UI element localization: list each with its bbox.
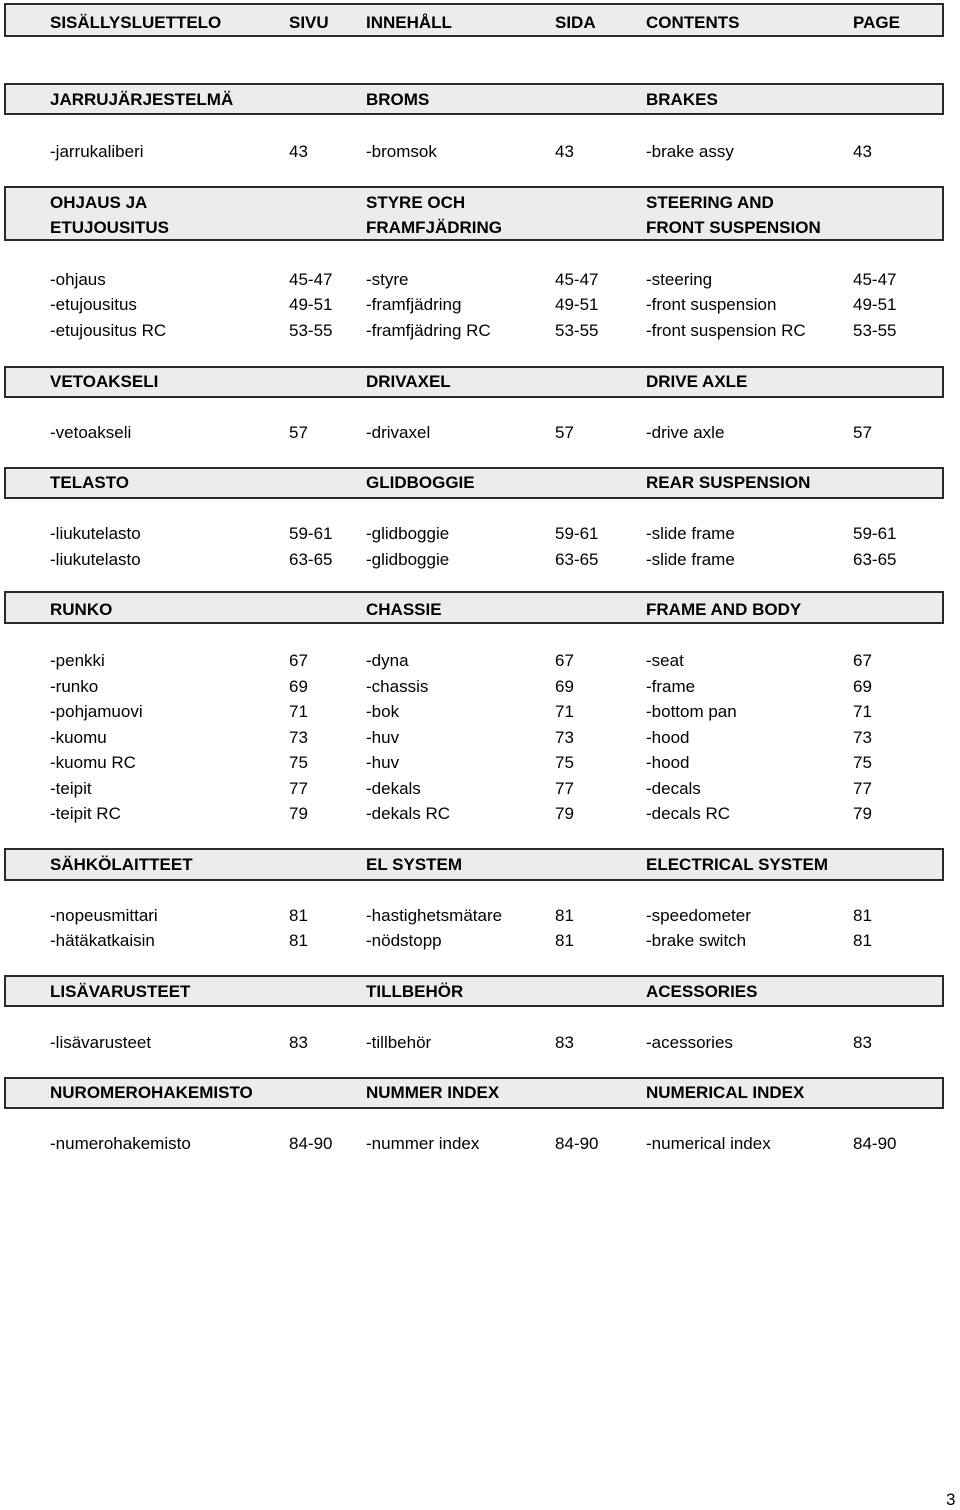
entry-sv: -drivaxel [366,423,431,442]
entry-fi: -kuomu [50,728,107,747]
entry-fi: -hätäkatkaisin [50,931,155,950]
entry-sv-page: 69 [555,677,574,696]
entry-fi-page: 63-65 [289,550,333,569]
section-title-en: BRAKES [646,90,718,109]
entry-sv: -dekals [366,779,421,798]
section-title-sv: NUMMER INDEX [366,1083,500,1102]
header-fi-page: SIVU [289,13,329,32]
header-sv: INNEHÅLL [366,13,452,32]
entry-en-page: 67 [853,651,872,670]
entry-fi: -numerohakemisto [50,1134,191,1153]
section-title-en: STEERING AND [646,193,774,212]
header-en-page: PAGE [853,13,900,32]
entry-en-page: 77 [853,779,872,798]
entry-en: -acessories [646,1033,733,1052]
entry-sv: -styre [366,270,409,289]
section-title-fi: TELASTO [50,473,130,492]
entry-sv: -framfjädring RC [366,321,491,340]
section-title-fi: SÄHKÖLAITTEET [50,855,193,874]
entry-fi: -liukutelasto [50,550,141,569]
section-title-en: ELECTRICAL SYSTEM [646,855,828,874]
section-title-en-line2: FRONT SUSPENSION [646,218,821,237]
entry-en: -brake assy [646,142,734,161]
entry-sv: -huv [366,728,400,747]
entry-fi: -teipit [50,779,92,798]
entry-fi-page: 84-90 [289,1134,333,1153]
entry-sv-page: 83 [555,1033,574,1052]
entry-fi: -pohjamuovi [50,702,143,721]
entry-sv-page: 81 [555,931,574,950]
entry-en: -steering [646,270,713,289]
entry-en-page: 84-90 [853,1134,897,1153]
entry-sv: -huv [366,753,400,772]
entry-sv: -nummer index [366,1134,480,1153]
entry-en-page: 57 [853,423,872,442]
entry-sv-page: 75 [555,753,574,772]
entry-en-page: 73 [853,728,872,747]
header-fi: SISÄLLYSLUETTELO [50,13,222,32]
entry-sv-page: 49-51 [555,295,599,314]
section-title-sv: DRIVAXEL [366,372,451,391]
entry-en-page: 59-61 [853,524,897,543]
entry-sv: -dyna [366,651,409,670]
entry-sv-page: 45-47 [555,270,599,289]
entry-sv: -dekals RC [366,804,451,823]
entry-en: -seat [646,651,684,670]
entry-en: -drive axle [646,423,725,442]
entry-en-page: 75 [853,753,872,772]
entry-en: -hood [646,753,690,772]
entry-sv-page: 84-90 [555,1134,599,1153]
entry-sv-page: 63-65 [555,550,599,569]
section-bar-frame-and-body [4,591,944,624]
section-title-en: DRIVE AXLE [646,372,748,391]
entry-en: -front suspension RC [646,321,806,340]
entry-en-page: 69 [853,677,872,696]
section-title-fi: VETOAKSELI [50,372,159,391]
entry-fi: -jarrukaliberi [50,142,144,161]
section-title-en: REAR SUSPENSION [646,473,811,492]
entry-en-page: 79 [853,804,872,823]
entry-fi: -etujousitus [50,295,137,314]
entry-sv: -framfjädring [366,295,462,314]
entry-en: -slide frame [646,550,735,569]
entry-sv: -glidboggie [366,524,450,543]
entry-fi-page: 83 [289,1033,308,1052]
entry-fi: -ohjaus [50,270,106,289]
entry-sv: -nödstopp [366,931,442,950]
section-title-en: FRAME AND BODY [646,600,802,619]
entry-fi-page: 59-61 [289,524,333,543]
entry-fi: -nopeusmittari [50,906,158,925]
entry-fi: -penkki [50,651,105,670]
entry-fi-page: 73 [289,728,308,747]
entry-sv-page: 43 [555,142,574,161]
entry-sv-page: 71 [555,702,574,721]
entry-fi: -vetoakseli [50,423,132,442]
entry-en-page: 81 [853,931,872,950]
section-title-fi: JARRUJÄRJESTELMÄ [50,90,234,109]
entry-en: -hood [646,728,690,747]
entry-en: -bottom pan [646,702,737,721]
section-title-sv: EL SYSTEM [366,855,463,874]
entry-sv-page: 73 [555,728,574,747]
entry-en-page: 49-51 [853,295,897,314]
entry-fi-page: 45-47 [289,270,333,289]
entry-fi-page: 67 [289,651,308,670]
section-title-sv: GLIDBOGGIE [366,473,475,492]
entry-fi: -runko [50,677,99,696]
entry-en-page: 43 [853,142,872,161]
entry-fi-page: 53-55 [289,321,333,340]
entry-en: -decals [646,779,701,798]
entry-en-page: 53-55 [853,321,897,340]
entry-en-page: 45-47 [853,270,897,289]
entry-sv-page: 67 [555,651,574,670]
section-title-en: NUMERICAL INDEX [646,1083,805,1102]
entry-fi-page: 81 [289,931,308,950]
entry-sv-page: 79 [555,804,574,823]
section-title-sv: TILLBEHÖR [366,982,464,1001]
entry-en: -numerical index [646,1134,771,1153]
section-title-en: ACESSORIES [646,982,758,1001]
entry-en: -speedometer [646,906,751,925]
header-en: CONTENTS [646,13,740,32]
entry-en: -decals RC [646,804,731,823]
entry-fi-page: 81 [289,906,308,925]
entry-sv: -tillbehör [366,1033,432,1052]
entry-fi: -kuomu RC [50,753,136,772]
entry-sv-page: 81 [555,906,574,925]
entry-en-page: 81 [853,906,872,925]
entry-en: -front suspension [646,295,777,314]
entry-sv: -hastighetsmätare [366,906,503,925]
section-title-sv: BROMS [366,90,430,109]
entry-sv-page: 59-61 [555,524,599,543]
entry-sv-page: 77 [555,779,574,798]
entry-fi-page: 43 [289,142,308,161]
entry-en-page: 83 [853,1033,872,1052]
entry-sv: -bok [366,702,400,721]
entry-fi-page: 75 [289,753,308,772]
entry-fi: -lisävarusteet [50,1033,152,1052]
entry-sv: -glidboggie [366,550,450,569]
entry-sv: -chassis [366,677,429,696]
page-number: 3 [946,1490,956,1509]
entry-en: -brake switch [646,931,747,950]
section-title-fi-line2: ETUJOUSITUS [50,218,170,237]
entry-fi: -etujousitus RC [50,321,167,340]
entry-sv-page: 53-55 [555,321,599,340]
section-title-sv: CHASSIE [366,600,442,619]
entry-en-page: 71 [853,702,872,721]
entry-sv: -bromsok [366,142,437,161]
section-title-fi: NUROMEROHAKEMISTO [50,1083,253,1102]
entry-fi: -liukutelasto [50,524,141,543]
section-title-sv-line2: FRAMFJÄDRING [366,218,502,237]
entry-fi: -teipit RC [50,804,121,823]
entry-en: -frame [646,677,696,696]
entry-sv-page: 57 [555,423,574,442]
entry-fi-page: 79 [289,804,308,823]
entry-en-page: 63-65 [853,550,897,569]
section-title-sv: STYRE OCH [366,193,466,212]
section-title-fi: LISÄVARUSTEET [50,982,191,1001]
entry-fi-page: 49-51 [289,295,333,314]
entry-fi-page: 57 [289,423,308,442]
entry-fi-page: 71 [289,702,308,721]
section-title-fi: RUNKO [50,600,113,619]
section-title-fi: OHJAUS JA [50,193,148,212]
entry-fi-page: 69 [289,677,308,696]
entry-en: -slide frame [646,524,735,543]
entry-fi-page: 77 [289,779,308,798]
header-sv-page: SIDA [555,13,596,32]
